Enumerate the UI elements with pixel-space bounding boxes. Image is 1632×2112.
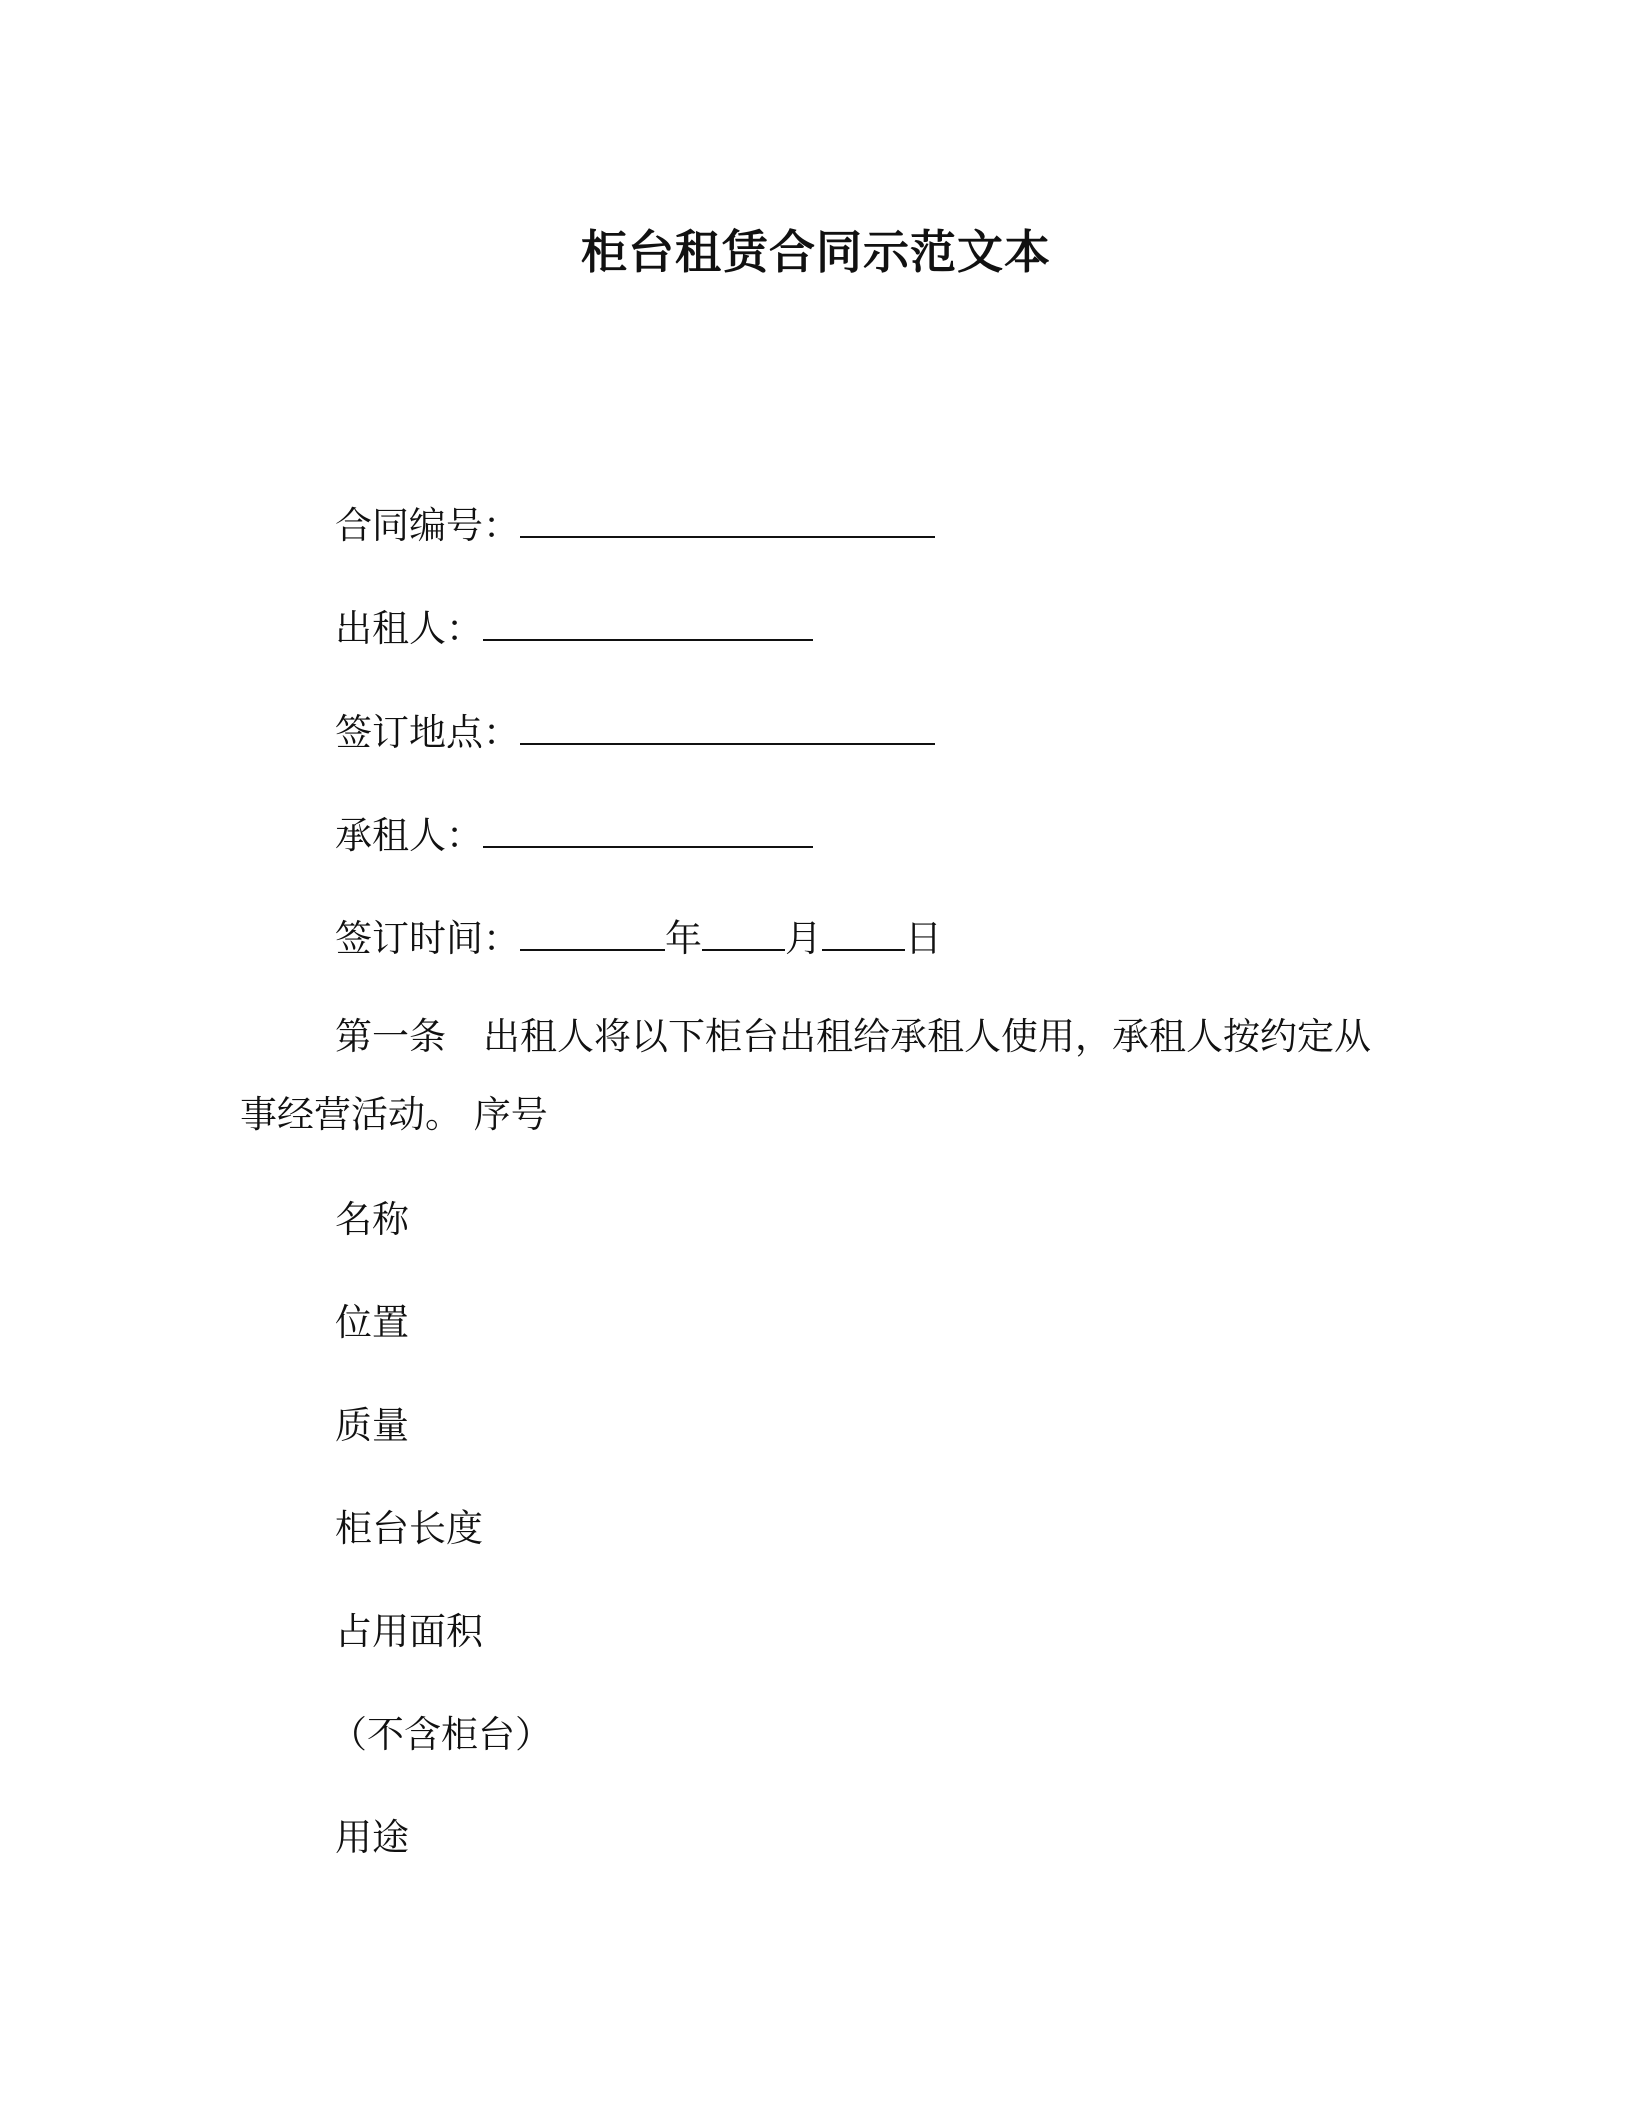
year-label: 年 — [665, 917, 702, 960]
item-quality: 质量 — [335, 1404, 409, 1447]
item-excluding-counter: （不含柜台） — [330, 1713, 552, 1756]
day-label: 日 — [905, 917, 942, 960]
document-title: 柜台租赁合同示范文本 — [581, 225, 1051, 279]
lessor-label: 出租人： — [335, 607, 483, 650]
lessor-blank[interactable] — [483, 601, 813, 641]
sign-place-label: 签订地点： — [335, 711, 520, 754]
item-purpose: 用途 — [335, 1816, 409, 1859]
contract-number-field — [335, 498, 935, 551]
contract-number-blank[interactable] — [520, 498, 935, 538]
sign-place-field — [335, 705, 935, 758]
item-occupied-area: 占用面积 — [335, 1610, 483, 1653]
lessee-blank[interactable] — [483, 808, 813, 848]
item-counter-length: 柜台长度 — [335, 1507, 483, 1550]
article-1 — [240, 998, 1400, 1154]
lessor-field — [335, 601, 813, 654]
month-label: 月 — [785, 917, 822, 960]
sign-month-blank[interactable] — [702, 911, 785, 951]
lessee-label: 承租人： — [335, 814, 483, 857]
sign-day-blank[interactable] — [822, 911, 905, 951]
sign-time-field — [335, 911, 942, 964]
article-1-text: 第一条 出租人将以下柜台出租给承租人使用，承租人按约定从事经营活动。 序号 — [240, 1015, 1371, 1136]
item-position: 位置 — [335, 1301, 409, 1344]
contract-number-label: 合同编号： — [335, 504, 520, 547]
item-name: 名称 — [335, 1198, 409, 1241]
sign-place-blank[interactable] — [520, 705, 935, 745]
sign-time-label: 签订时间： — [335, 917, 520, 960]
sign-year-blank[interactable] — [520, 911, 665, 951]
lessee-field — [335, 808, 813, 861]
